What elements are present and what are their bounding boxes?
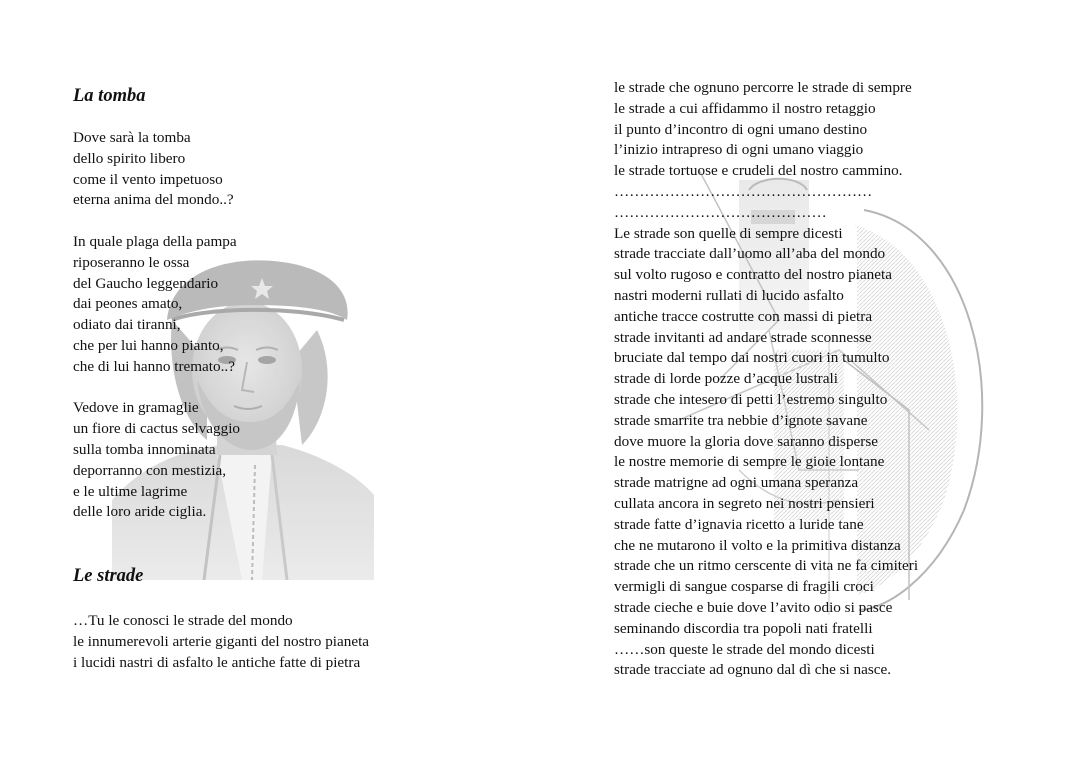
poem-line: i lucidi nastri di asfalto le antiche fatte di pietra — [73, 653, 361, 671]
poem-line: che ne mutarono il volto e la primitiva distanza — [614, 536, 901, 554]
poem-line: dai peones amato, — [73, 295, 183, 313]
poem-line: strade invitanti ad andare strade sconnesse — [614, 328, 872, 346]
poem-line: le strade a cui affidammo il nostro retaggio — [614, 99, 876, 117]
right-page — [541, 0, 1083, 765]
poem-line: …………………………………… — [614, 203, 827, 221]
poem-line: strade fatte d’ignavia ricetto a luride tane — [614, 515, 864, 533]
poem-line: strade di lorde pozze d’acque lustrali — [614, 370, 838, 388]
poem-line: le strade tortuose e crudeli del nostro cammino. — [614, 162, 903, 180]
poem-title-la-tomba: La tomba — [73, 86, 146, 106]
poem-la-tomba — [73, 128, 240, 523]
poem-line: …………………………………………… — [614, 182, 873, 200]
stanza-break — [73, 211, 240, 232]
poem-line: le innumerevoli arterie giganti del nostro pianeta — [73, 632, 370, 650]
poem-line: Vedove in gramaglie — [73, 399, 199, 417]
poem-title-le-strade: Le strade — [73, 566, 144, 586]
poem-line: ……son queste le strade del mondo dicesti — [614, 640, 875, 658]
poem-line: strade che un ritmo cerscente di vita ne fa cimiteri — [614, 557, 919, 575]
poem-line: In quale plaga della pampa — [73, 232, 237, 250]
poem-line: il punto d’incontro di ogni umano destino — [614, 120, 868, 138]
poem-line: odiato dai tiranni, — [73, 316, 181, 334]
poem-line: come il vento impetuoso — [73, 170, 223, 188]
poem-line: che di lui hanno tremato..? — [73, 357, 235, 375]
poem-line: le nostre memorie di sempre le gioie lontane — [614, 453, 885, 471]
poem-le-strade-continued — [614, 78, 918, 681]
poem-line: delle loro aride ciglia. — [73, 503, 207, 521]
poem-line: strade smarrite tra nebbie d’ignote savane — [614, 411, 868, 429]
poem-line: cullata ancora in segreto nei nostri pensieri — [614, 494, 875, 512]
poem-line: dove muore la gloria dove saranno disperse — [614, 432, 879, 450]
poem-line: Le strade son quelle di sempre dicesti — [614, 224, 843, 242]
poem-line: Dove sarà la tomba — [73, 129, 191, 146]
poem-line: le strade che ognuno percorre le strade di sempre — [614, 79, 912, 96]
poem-line: l’inizio intrapreso di ogni umano viaggio — [614, 141, 864, 159]
poem-line: deporranno con mestizia, — [73, 461, 227, 479]
poem-line: seminando discordia tra popoli nati fratelli — [614, 619, 873, 637]
poem-line: eterna anima del mondo..? — [73, 191, 234, 209]
poem-line: del Gaucho leggendario — [73, 274, 219, 292]
poem-line: strade matrigne ad ogni umana speranza — [614, 474, 859, 492]
poem-line: strade tracciate dall’uomo all’aba del mondo — [614, 245, 886, 263]
poem-line: …Tu le conosci le strade del mondo — [73, 612, 293, 629]
poem-line: antiche tracce costrutte con massi di pietra — [614, 307, 873, 325]
poem-line: riposeranno le ossa — [73, 253, 190, 271]
poem-line: strade cieche e buie dove l’avito odio si pasce — [614, 598, 893, 616]
poem-line: un fiore di cactus selvaggio — [73, 420, 241, 438]
poem-line: sul volto rugoso e contratto del nostro pianeta — [614, 266, 892, 284]
poem-line: bruciate dal tempo dai nostri cuori in tumulto — [614, 349, 890, 367]
poem-line: strade tracciate ad ognuno dal dì che si nasce. — [614, 661, 892, 679]
poem-line: nastri moderni rullati di lucido asfalto — [614, 286, 844, 304]
poem-line: che per lui hanno pianto, — [73, 336, 224, 354]
poem-le-strade-start — [73, 611, 369, 673]
poem-line: sulla tomba innominata — [73, 440, 216, 458]
left-page — [0, 0, 541, 765]
poem-line: strade che intesero di petti l’estremo singulto — [614, 390, 888, 408]
poem-line: e le ultime lagrime — [73, 482, 188, 500]
poem-line: vermigli di sangue cosparse di fragili croci — [614, 578, 874, 596]
poem-line: dello spirito libero — [73, 149, 186, 167]
stanza-break — [73, 378, 240, 399]
